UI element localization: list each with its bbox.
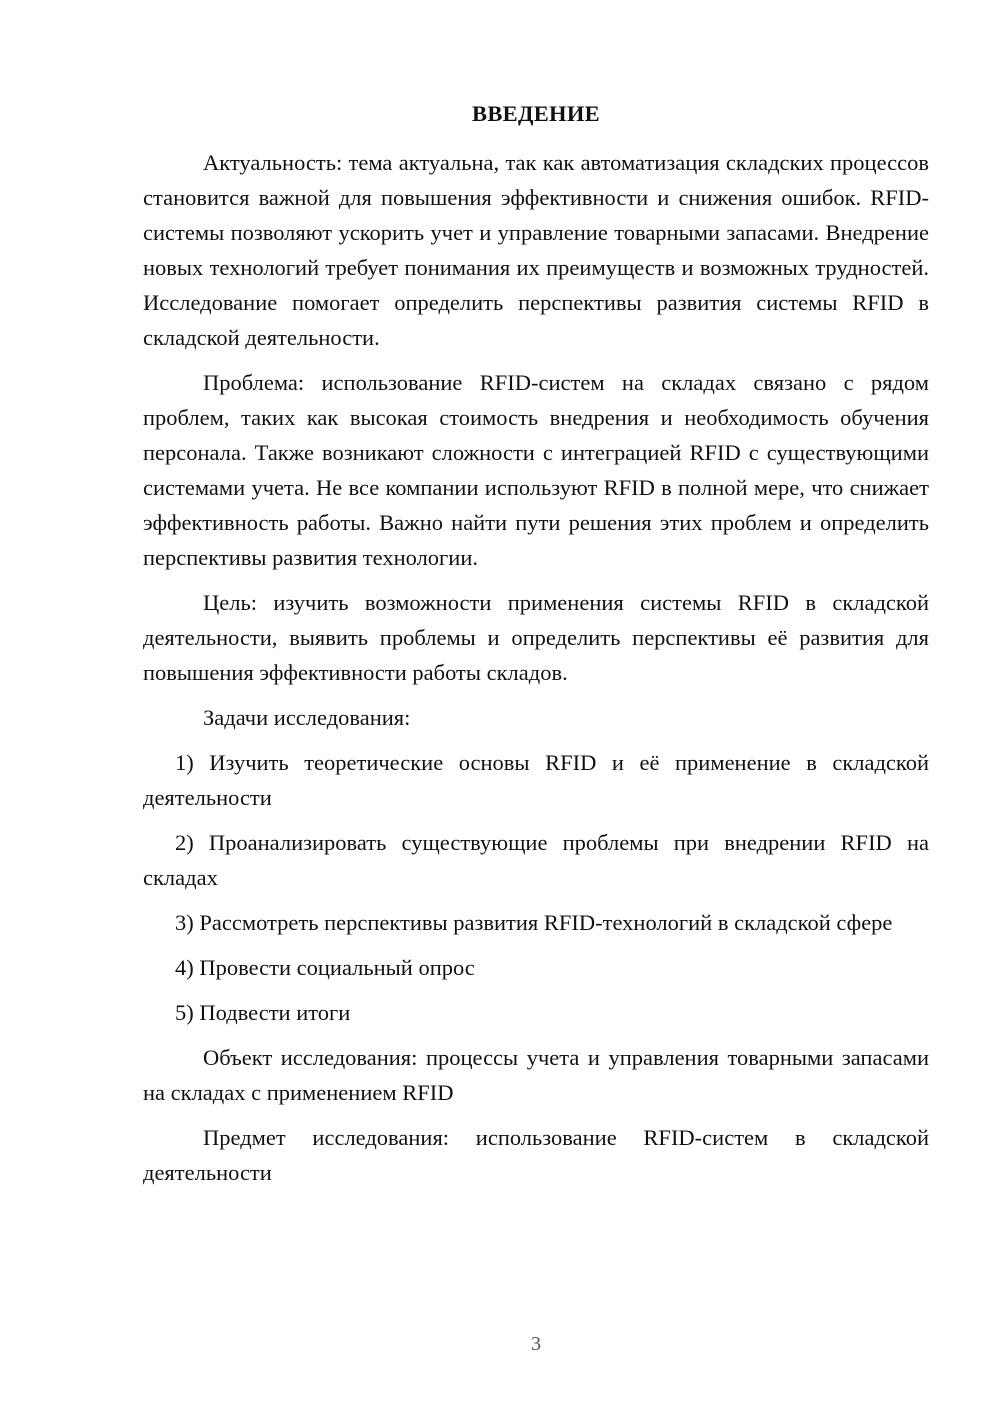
tasks-heading: Задачи исследования: xyxy=(203,705,411,730)
task-item-1: 1) Изучить теоретические основы RFID и её применение в складской деятельности xyxy=(143,750,929,810)
task-item-3: 3) Рассмотреть перспективы развития RFID-технологий в складской сфере xyxy=(175,910,893,935)
paragraph-goal: Цель: изучить возможности применения системы RFID в складской деятельности, выявить проблемы и определить перспективы её развития для повышения эффективности работы складов. xyxy=(143,590,929,685)
task-item-4: 4) Провести социальный опрос xyxy=(175,955,475,980)
section-title: ВВЕДЕНИЕ xyxy=(472,101,600,126)
task-item-5: 5) Подвести итоги xyxy=(175,1000,351,1025)
page-content xyxy=(143,96,929,1200)
paragraph-object: Объект исследования: процессы учета и управления товарными запасами на складах с применением RFID xyxy=(143,1045,929,1105)
paragraph-subject: Предмет исследования: использование RFID-систем в складской деятельности xyxy=(143,1125,929,1185)
paragraph-problem: Проблема: использование RFID-систем на складах связано с рядом проблем, таких как высокая стоимость внедрения и необходимость обучения персонала. Также возникают сложности с интеграцией RFID с существующими системами учета. Не все компании используют RFID в полной мере, что снижает эффективность работы. Важно найти пути решения этих проблем и определить перспективы развития технологии. xyxy=(143,370,929,570)
page-number: 3 xyxy=(531,1333,541,1355)
task-item-2: 2) Проанализировать существующие проблемы при внедрении RFID на складах xyxy=(143,830,929,890)
paragraph-relevance: Актуальность: тема актуальна, так как автоматизация складских процессов становится важной для повышения эффективности и снижения ошибок. RFID-системы позволяют ускорить учет и управление товарными запасами. Внедрение новых технологий требует понимания их преимуществ и возможных трудностей. Исследование помогает определить перспективы развития системы RFID в складской деятельности. xyxy=(143,150,929,350)
